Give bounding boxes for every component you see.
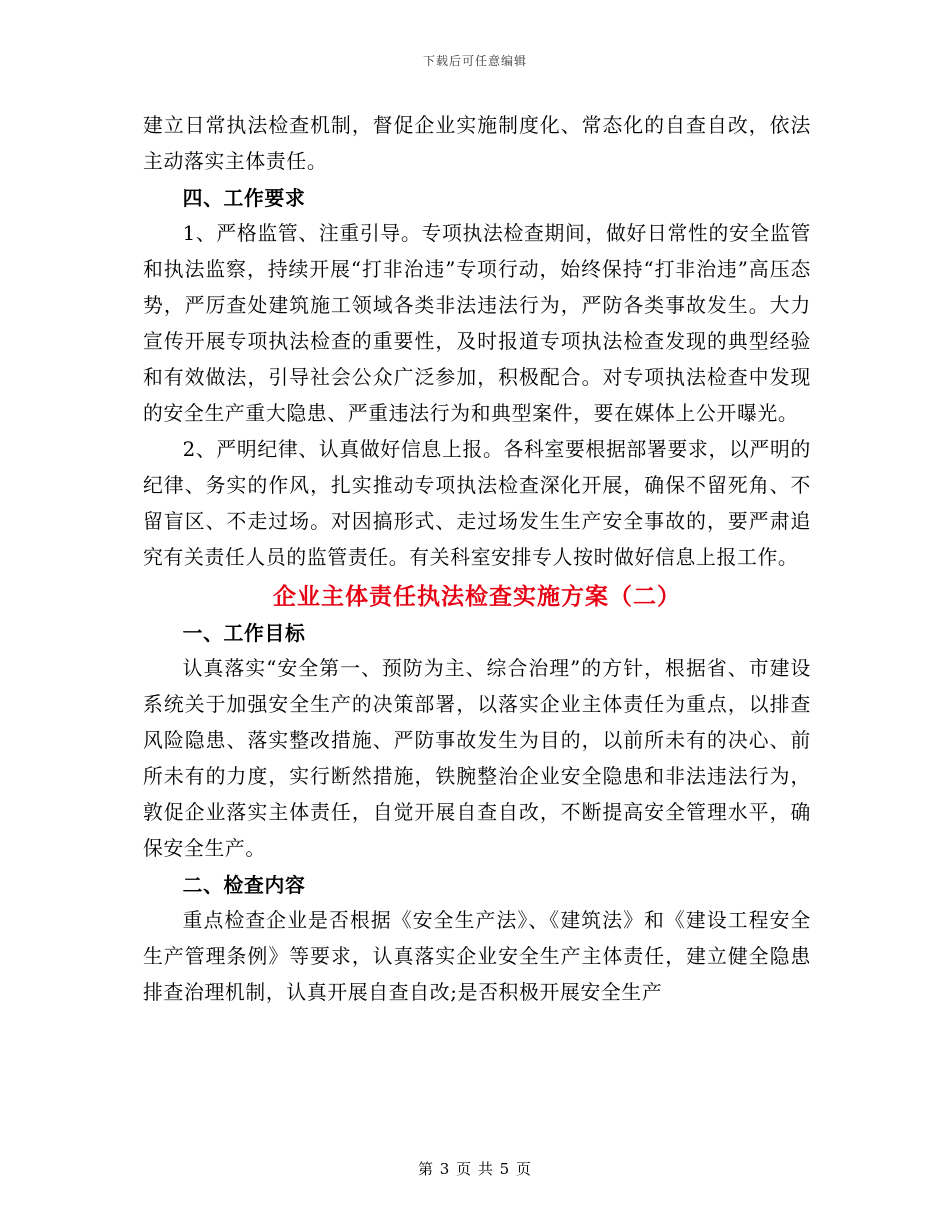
section-heading-requirements: 四、工作要求 bbox=[182, 186, 306, 210]
paragraph-requirement-2: 2、严明纪律、认真做好信息上报。各科室要根据部署要求，以严明的纪律、务实的作风，扎实推动专项执法检查深化开展，确保不留死角、不留盲区、不走过场。对因搞形式、走过场发生生产安全事故的，要严肃追究有关责任人员的监管责任。有关科室安排专人按时做好信息上报工作。 bbox=[143, 438, 811, 569]
page-number: 第 3 页 共 5 页 bbox=[418, 1160, 532, 1178]
paragraph-inspection: 重点检查企业是否根据《安全生产法》、《建筑法》和《建设工程安全生产管理条例》等要求，认真落实企业安全生产主体责任，建立健全隐患排查治理机制，认真开展自查自改;是否积极开展安全生产 bbox=[143, 909, 811, 1004]
paragraph-requirement-1: 1、严格监管、注重引导。专项执法检查期间，做好日常性的安全监管和执法监察，持续开展“打非治违”专项行动，始终保持“打非治违”高压态势，严厉查处建筑施工领域各类非法违法行为，严防各类事故发生。大力宣传开展专项执法检查的重要性，及时报道专项执法检查发现的典型经验和有效做法，引导社会公众广泛参加，积极配合。对专项执法检查中发现的安全生产重大隐患、严重违法行为和典型案件，要在媒体上公开曝光。 bbox=[143, 222, 811, 425]
page-header: 下载后可任意编辑 bbox=[422, 54, 527, 68]
section-heading-inspection: 二、检查内容 bbox=[182, 873, 306, 897]
document-body bbox=[143, 108, 811, 1011]
document-title: 企业主体责任执法检查实施方案（二） bbox=[273, 583, 681, 610]
paragraph-goals: 认真落实“安全第一、预防为主、综合治理”的方针，根据省、市建设系统关于加强安全生产的决策部署，以落实企业主体责任为重点，以排查风险隐患、落实整改措施、严防事故发生为目的，以前所未有的决心、前所未有的力度，实行断然措施，铁腕整治企业安全隐患和非法违法行为，敦促企业落实主体责任，自觉开展自查自改，不断提高安全管理水平，确保安全生产。 bbox=[143, 657, 811, 860]
section-heading-goals: 一、工作目标 bbox=[182, 621, 306, 645]
paragraph-continuation: 建立日常执法检查机制，督促企业实施制度化、常态化的自查自改，依法主动落实主体责任。 bbox=[143, 114, 811, 173]
